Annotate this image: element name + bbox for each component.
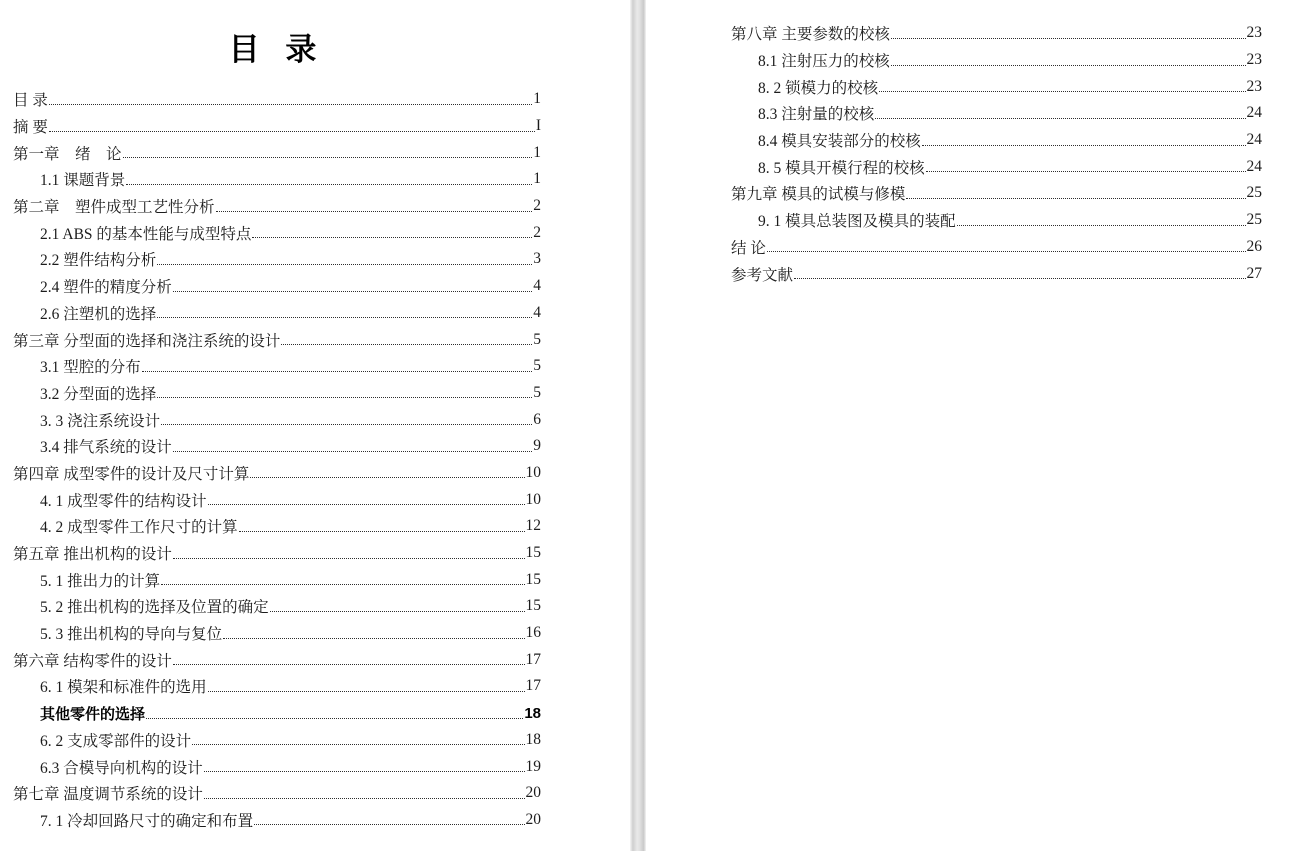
- dotted-leader: [270, 601, 525, 612]
- toc-entry-label: 第一章 绪 论: [13, 145, 122, 163]
- toc-entry-label: 8.1 注射压力的校核: [758, 53, 890, 71]
- toc-entry-label: 目 录: [13, 92, 48, 110]
- toc-entry-page: 20: [525, 810, 541, 828]
- toc-entry[interactable]: [13, 353, 541, 380]
- toc-entry[interactable]: [13, 433, 541, 460]
- toc-entry-page: 24: [1246, 157, 1262, 175]
- dotted-leader: [173, 548, 525, 559]
- toc-entry[interactable]: [13, 166, 541, 193]
- toc-entry[interactable]: [13, 193, 541, 220]
- toc-list-right: [731, 20, 1262, 287]
- toc-entry-label: 9. 1 模具总装图及模具的装配: [758, 213, 956, 231]
- toc-entry-label: 第四章 成型零件的设计及尺寸计算: [13, 465, 250, 483]
- toc-entry-label: 8.4 模具安装部分的校核: [758, 133, 921, 151]
- toc-entry-page: 10: [525, 490, 541, 508]
- dotted-leader: [208, 681, 525, 692]
- toc-entry-label: 3.4 排气系统的设计: [40, 439, 172, 457]
- toc-entry[interactable]: [13, 326, 541, 353]
- toc-entry-label: 3. 3 浇注系统设计: [40, 412, 161, 430]
- toc-entry-label: 第九章 模具的试模与修模: [731, 186, 906, 204]
- toc-entry-page: 24: [1246, 104, 1262, 122]
- toc-list-left: [13, 86, 541, 833]
- toc-entry[interactable]: [13, 780, 541, 807]
- toc-entry-page: 1: [533, 143, 541, 161]
- toc-entry[interactable]: [731, 73, 1262, 100]
- toc-entry[interactable]: [13, 727, 541, 754]
- toc-entry-page: 18: [525, 730, 541, 748]
- dotted-leader: [281, 334, 532, 345]
- dotted-leader: [192, 734, 524, 745]
- dotted-leader: [250, 467, 524, 478]
- toc-entry[interactable]: [13, 486, 541, 513]
- toc-entry-label: 8.3 注射量的校核: [758, 106, 875, 124]
- dotted-leader: [254, 814, 524, 825]
- toc-entry[interactable]: [13, 540, 541, 567]
- dotted-leader: [161, 414, 532, 425]
- toc-entry[interactable]: [731, 153, 1262, 180]
- toc-entry[interactable]: [13, 139, 541, 166]
- toc-entry-label: 4. 2 成型零件工作尺寸的计算: [40, 519, 238, 537]
- toc-entry-label: 2.2 塑件结构分析: [40, 252, 157, 270]
- toc-entry-label: 其他零件的选择: [40, 705, 146, 723]
- toc-entry[interactable]: [13, 673, 541, 700]
- toc-entry-page: 15: [525, 597, 541, 615]
- toc-entry-page: 26: [1246, 237, 1262, 255]
- toc-entry-page: 15: [525, 544, 541, 562]
- toc-entry-page: 23: [1246, 24, 1262, 42]
- toc-entry-label: 第七章 温度调节系统的设计: [13, 786, 203, 804]
- toc-entry-label: 4. 1 成型零件的结构设计: [40, 492, 207, 510]
- toc-entry[interactable]: [731, 47, 1262, 74]
- toc-entry-label: 第三章 分型面的选择和浇注系统的设计: [13, 332, 281, 350]
- toc-entry[interactable]: [13, 566, 541, 593]
- toc-entry-label: 摘 要: [13, 119, 48, 137]
- toc-entry-page: 17: [525, 650, 541, 668]
- toc-entry-label: 5. 2 推出机构的选择及位置的确定: [40, 599, 269, 617]
- dotted-leader: [926, 161, 1246, 172]
- toc-entry-page: 5: [533, 357, 541, 375]
- dotted-leader: [142, 361, 532, 372]
- toc-entry-label: 结 论: [731, 239, 766, 257]
- dotted-leader: [922, 135, 1246, 146]
- toc-entry-label: 第二章 塑件成型工艺性分析: [13, 199, 215, 217]
- toc-entry-label: 2.6 注塑机的选择: [40, 305, 157, 323]
- toc-entry-label: 2.1 ABS 的基本性能与成型特点: [40, 225, 252, 243]
- toc-entry-page: 1: [533, 90, 541, 108]
- toc-entry-label: 2.4 塑件的精度分析: [40, 279, 172, 297]
- dotted-leader: [208, 494, 525, 505]
- toc-entry-page: 25: [1246, 211, 1262, 229]
- toc-entry-page: 25: [1246, 184, 1262, 202]
- toc-entry-label: 第六章 结构零件的设计: [13, 652, 172, 670]
- toc-entry-page: 24: [1246, 131, 1262, 149]
- toc-entry-page: 5: [533, 330, 541, 348]
- toc-entry-page: 15: [525, 570, 541, 588]
- left-page: [0, 0, 630, 851]
- dotted-leader: [879, 81, 1245, 92]
- toc-entry[interactable]: [13, 113, 541, 140]
- toc-entry-page: 5: [533, 383, 541, 401]
- toc-entry-page: 27: [1246, 264, 1262, 282]
- toc-entry-label: 5. 3 推出机构的导向与复位: [40, 626, 223, 644]
- toc-entry-label: 7. 1 冷却回路尺寸的确定和布置: [40, 812, 254, 830]
- toc-entry-label: 1.1 课题背景: [40, 172, 126, 190]
- toc-entry[interactable]: [13, 513, 541, 540]
- toc-entry-label: 参考文献: [731, 266, 794, 284]
- dotted-leader: [173, 441, 532, 452]
- toc-entry[interactable]: [731, 234, 1262, 261]
- toc-entry-label: 8. 2 锁模力的校核: [758, 79, 879, 97]
- toc-entry-page: 3: [533, 250, 541, 268]
- dotted-leader: [173, 654, 525, 665]
- toc-entry-page: 16: [525, 624, 541, 642]
- toc-entry[interactable]: [731, 100, 1262, 127]
- dotted-leader: [173, 281, 532, 292]
- toc-entry-page: 20: [525, 784, 541, 802]
- dotted-leader: [49, 121, 535, 132]
- toc-entry-page: 18: [524, 704, 541, 722]
- page-divider: [630, 0, 646, 851]
- right-page: [646, 0, 1302, 851]
- toc-entry-label: 第五章 推出机构的设计: [13, 546, 172, 564]
- toc-entry[interactable]: [13, 646, 541, 673]
- toc-entry-label: 6. 1 模架和标准件的选用: [40, 679, 207, 697]
- dotted-leader: [204, 788, 525, 799]
- toc-entry-page: 23: [1246, 51, 1262, 69]
- toc-entry[interactable]: [731, 260, 1262, 287]
- dotted-leader: [794, 268, 1245, 279]
- toc-entry-page: 6: [533, 410, 541, 428]
- toc-entry-page: 1: [533, 170, 541, 188]
- dotted-leader: [767, 241, 1246, 252]
- dotted-leader: [875, 108, 1245, 119]
- toc-entry-label: 6. 2 支成零部件的设计: [40, 732, 192, 750]
- dotted-leader: [126, 174, 532, 185]
- toc-entry-page: 4: [533, 303, 541, 321]
- toc-entry-label: 第八章 主要参数的校核: [731, 26, 890, 44]
- dotted-leader: [223, 628, 524, 639]
- toc-entry[interactable]: [13, 753, 541, 780]
- toc-entry-label: 3.2 分型面的选择: [40, 385, 157, 403]
- toc-entry-label: 8. 5 模具开模行程的校核: [758, 159, 925, 177]
- toc-entry[interactable]: [13, 219, 541, 246]
- dotted-leader: [146, 708, 523, 719]
- dotted-leader: [239, 521, 525, 532]
- dotted-leader: [216, 201, 533, 212]
- toc-entry[interactable]: [13, 460, 541, 487]
- dotted-leader: [891, 55, 1246, 66]
- dotted-leader: [161, 574, 524, 585]
- toc-title: 目 录: [228, 32, 326, 67]
- dotted-leader: [123, 147, 533, 158]
- toc-entry-page: 9: [533, 437, 541, 455]
- dotted-leader: [157, 387, 532, 398]
- toc-entry[interactable]: [731, 180, 1262, 207]
- toc-entry-label: 3.1 型腔的分布: [40, 359, 141, 377]
- toc-entry-page: 4: [533, 277, 541, 295]
- toc-entry-page: 17: [525, 677, 541, 695]
- dotted-leader: [252, 227, 532, 238]
- toc-entry[interactable]: [13, 300, 541, 327]
- toc-entry-label: 6.3 合模导向机构的设计: [40, 759, 203, 777]
- dotted-leader: [906, 188, 1245, 199]
- toc-entry[interactable]: [13, 406, 541, 433]
- toc-entry[interactable]: [731, 207, 1262, 234]
- toc-entry[interactable]: [13, 273, 541, 300]
- toc-entry[interactable]: [13, 620, 541, 647]
- toc-entry-label: 5. 1 推出力的计算: [40, 572, 161, 590]
- toc-entry-page: I: [535, 117, 541, 135]
- dotted-leader: [891, 28, 1246, 39]
- dotted-leader: [157, 307, 532, 318]
- toc-entry-page: 23: [1246, 77, 1262, 95]
- toc-entry-page: 2: [533, 223, 541, 241]
- toc-entry-page: 10: [525, 463, 541, 481]
- toc-entry-page: 2: [533, 197, 541, 215]
- toc-entry[interactable]: [13, 807, 541, 834]
- toc-entry[interactable]: [13, 380, 541, 407]
- toc-entry-page: 19: [525, 757, 541, 775]
- toc-entry[interactable]: [731, 20, 1262, 47]
- toc-entry[interactable]: [13, 700, 541, 727]
- dotted-leader: [157, 254, 532, 265]
- toc-entry[interactable]: [13, 593, 541, 620]
- toc-entry-page: 12: [525, 517, 541, 535]
- toc-entry[interactable]: [731, 127, 1262, 154]
- dotted-leader: [204, 761, 525, 772]
- toc-entry[interactable]: [13, 86, 541, 113]
- dotted-leader: [957, 215, 1246, 226]
- toc-entry[interactable]: [13, 246, 541, 273]
- dotted-leader: [49, 94, 532, 105]
